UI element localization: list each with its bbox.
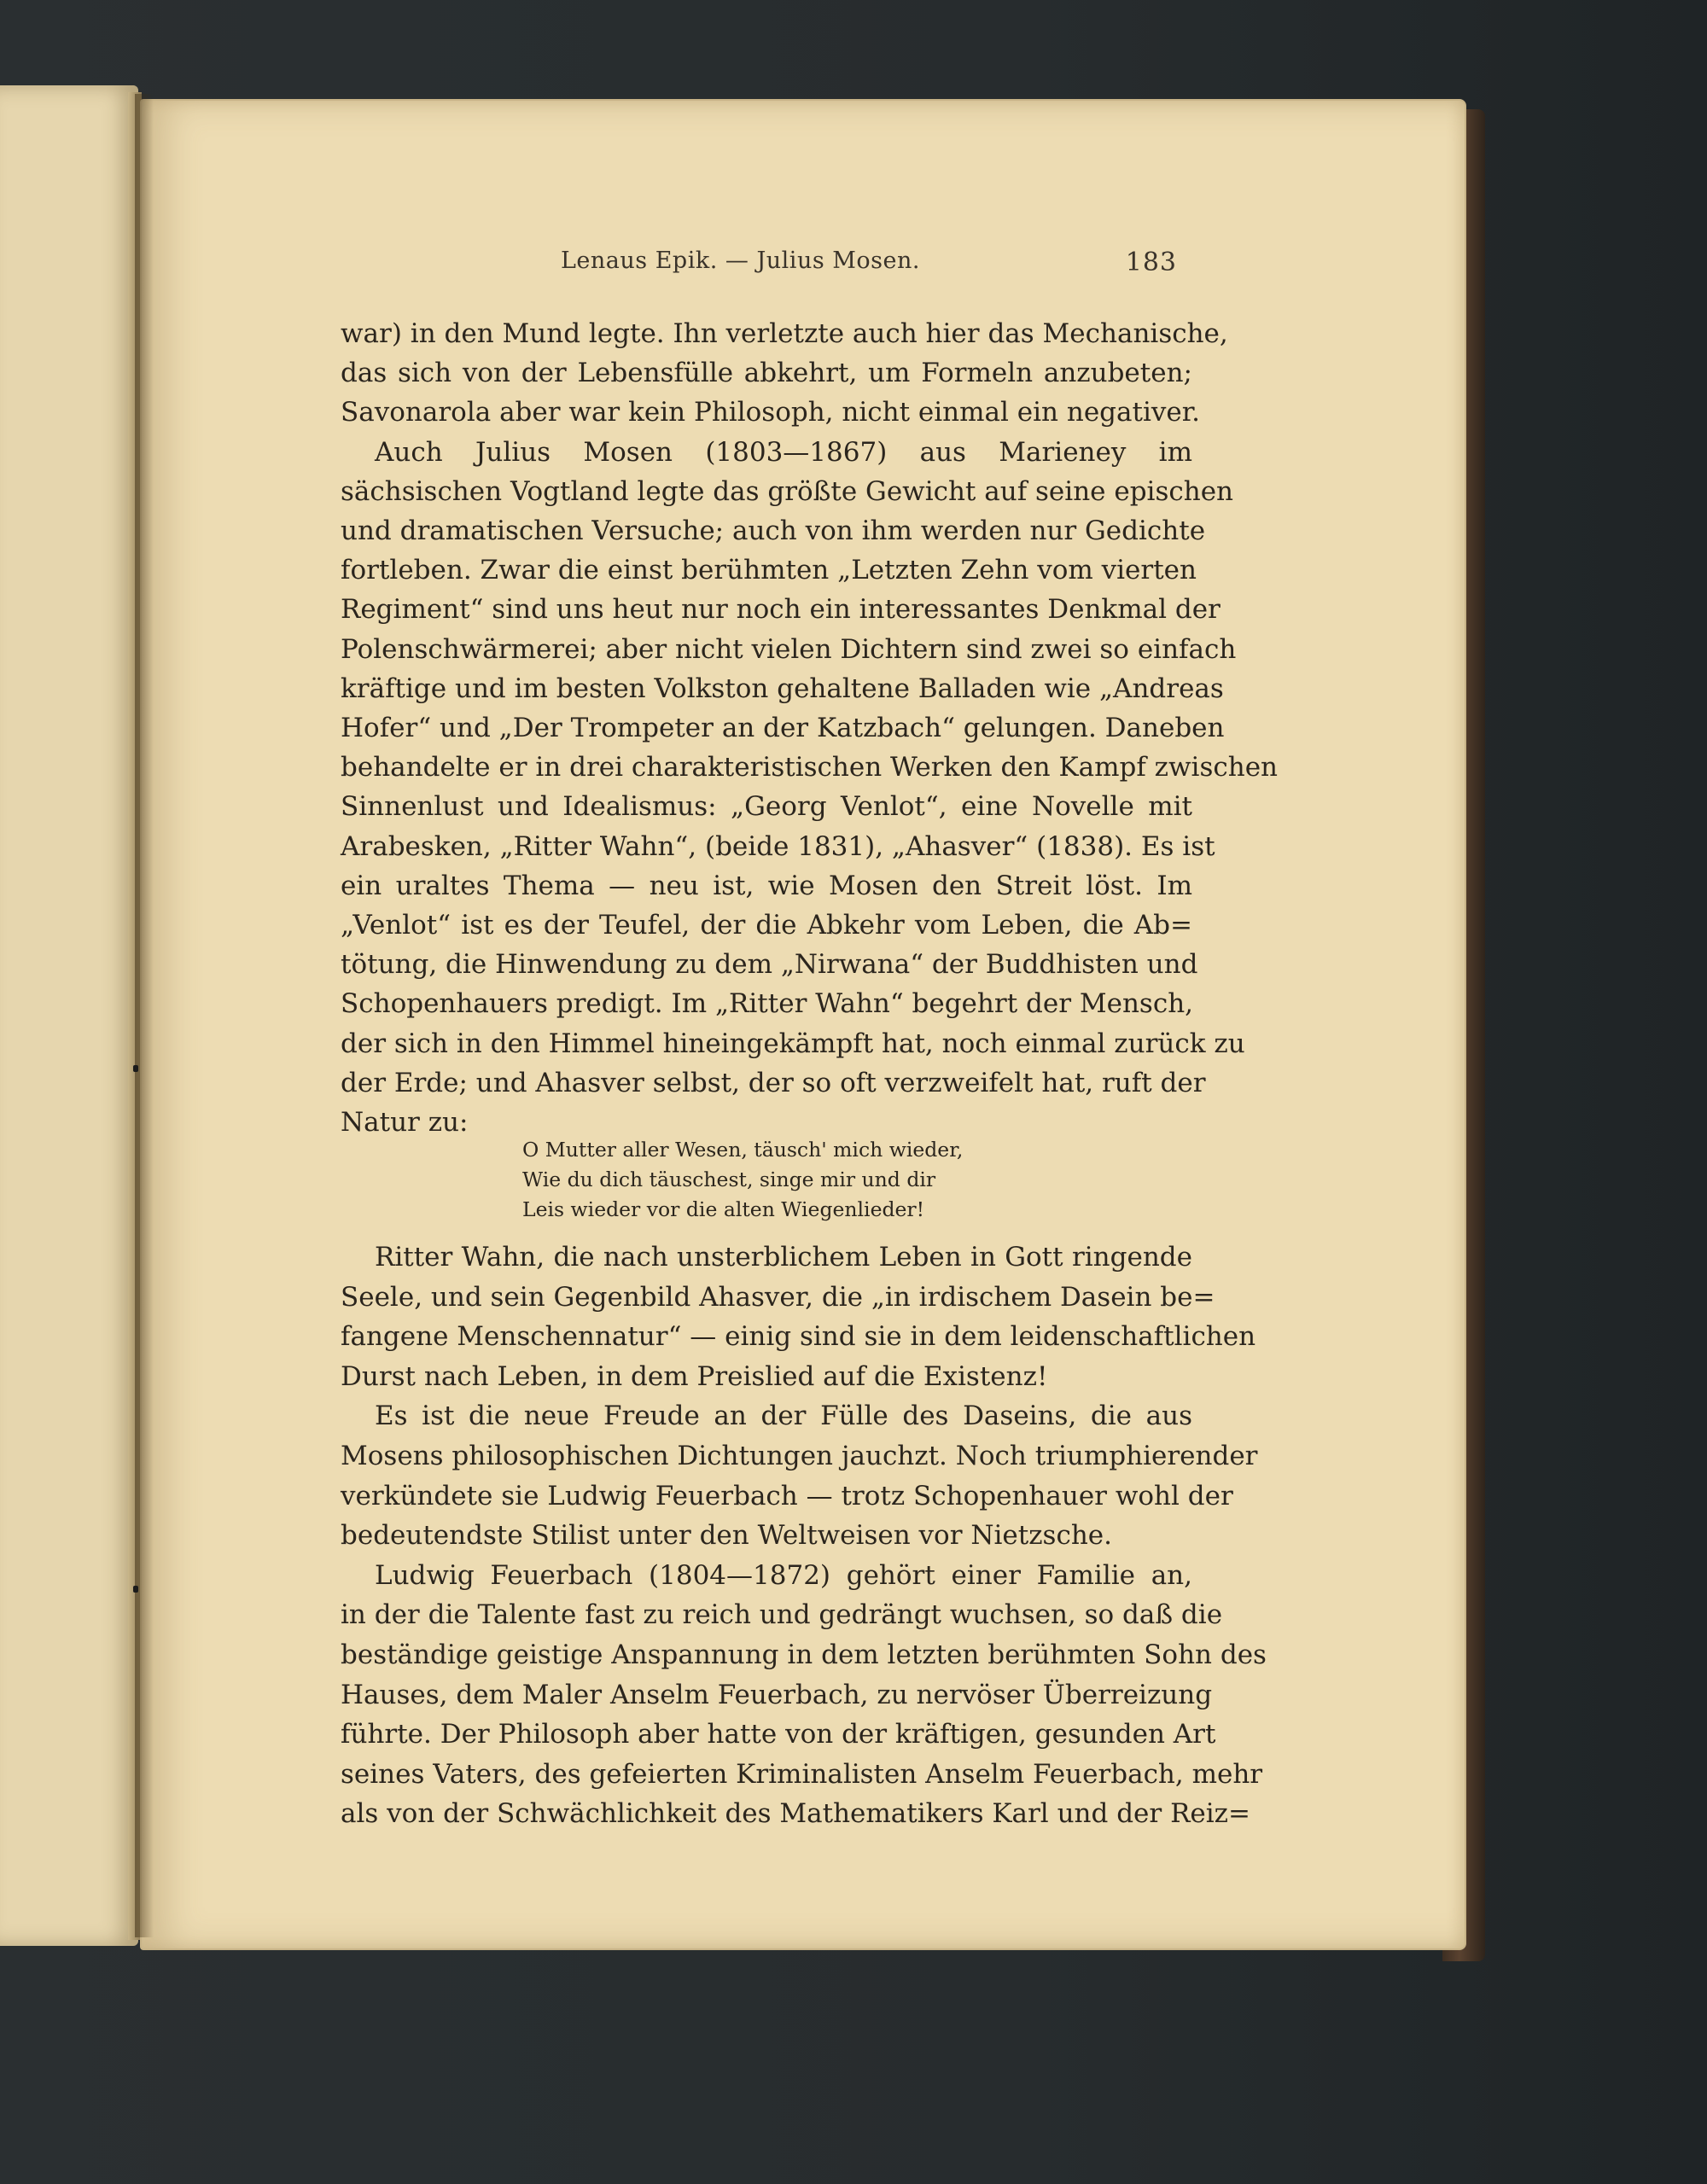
text-line: Natur zu: [341,1107,469,1139]
verse-line: O Mutter aller Wesen, täusch' mich wieder, [522,1138,964,1162]
text-line: der Erde; und Ahasver selbst, der so oft verzweifelt hat, ruft der [341,1067,1206,1098]
text-line: Es ist die neue Freude an der Fülle des Daseins, die aus [375,1401,1192,1432]
text-line: Regiment“ sind uns heut nur noch ein interessantes Denkmal der [341,594,1221,626]
text-line: Schopenhauers predigt. Im „Ritter Wahn“ begehrt der Mensch, [341,988,1194,1020]
text-line: Savonarola aber war kein Philosoph, nicht einmal ein negativer. [341,397,1200,428]
running-head [341,248,1177,282]
text-line: in der die Talente fast zu reich und gedrängt wuchsen, so daß die [341,1599,1223,1631]
verse-quote [522,1135,1120,1225]
text-line: kräftige und im besten Volkston gehaltene Balladen wie „Andreas [341,673,1224,704]
text-line: Ludwig Feuerbach (1804—1872) gehört einer Familie an, [375,1559,1192,1591]
text-line: beständige geistige Anspannung in dem letzten berühmten Sohn des [341,1639,1267,1670]
text-line: Mosens philosophischen Dichtungen jauchzt. Noch triumphierender [341,1440,1258,1471]
text-line: sächsischen Vogtland legte das größte Gewicht auf seine epischen [341,475,1234,507]
text-line: tötung, die Hinwendung zu dem „Nirwana“ der Buddhisten und [341,949,1198,981]
text-line: der sich in den Himmel hineingekämpft hat, noch einmal zurück zu [341,1028,1245,1059]
margin-speck [133,1065,138,1072]
text-line: war) in den Mund legte. Ihn verletzte auch hier das Mechanische, [341,318,1228,349]
verse-line: Leis wieder vor die alten Wiegenlieder! [522,1197,925,1221]
text-line: ein uraltes Thema — neu ist, wie Mosen den Streit löst. Im [341,870,1192,901]
text-line: Arabesken, „Ritter Wahn“, (beide 1831), „Ahasver“ (1838). Es ist [341,830,1215,862]
facing-page-left [0,85,138,1946]
text-line: Seele, und sein Gegenbild Ahasver, die „in irdischem Dasein be= [341,1281,1215,1313]
text-line: fangene Menschennatur“ — einig sind sie in dem leidenschaftlichen [341,1321,1256,1353]
text-line: verkündete sie Ludwig Feuerbach — trotz Schopenhauer wohl der [341,1480,1233,1511]
text-line: seines Vaters, des gefeierten Kriminalisten Anselm Feuerbach, mehr [341,1758,1263,1790]
text-line: das sich von der Lebensfülle abkehrt, um Formeln anzubeten; [341,358,1192,389]
text-line: und dramatischen Versuche; auch von ihm werden nur Gedichte [341,515,1206,547]
text-line: Auch Julius Mosen (1803—1867) aus Marieney im [375,436,1192,468]
text-line: Ritter Wahn, die nach unsterblichem Leben in Gott ringende [375,1242,1192,1273]
verse-line: Wie du dich täuschest, singe mir und dir [522,1168,936,1191]
spine-shadow [135,94,154,1937]
text-line: behandelte er in drei charakteristischen Werken den Kampf zwischen [341,752,1279,783]
text-line: führte. Der Philosoph aber hatte von der kräftigen, gesunden Art [341,1719,1216,1750]
text-line: Polenschwärmerei; aber nicht vielen Dichtern sind zwei so einfach [341,633,1237,665]
text-line: bedeutendste Stilist unter den Weltweisen vor Nietzsche. [341,1520,1112,1552]
text-line: „Venlot“ ist es der Teufel, der die Abkehr vom Leben, die Ab= [341,910,1192,941]
text-line: fortleben. Zwar die einst berühmten „Letzten Zehn vom vierten [341,555,1197,586]
page-number: 183 [1125,248,1177,277]
text-line: Hauses, dem Maler Anselm Feuerbach, zu nervöser Überreizung [341,1679,1213,1710]
text-line: Hofer“ und „Der Trompeter an der Katzbach“ gelungen. Daneben [341,713,1225,744]
running-head-title: Lenaus Epik. — Julius Mosen. [561,248,920,274]
text-line: Durst nach Leben, in dem Preislied auf die Existenz! [341,1360,1048,1392]
text-line: als von der Schwächlichkeit des Mathematikers Karl und der Reiz= [341,1798,1250,1830]
body-text-lower [341,1238,1267,1834]
margin-speck [133,1586,138,1593]
body-text-upper [341,314,1279,1142]
text-line: Sinnenlust und Idealismus: „Georg Venlot“, eine Novelle mit [341,791,1192,823]
